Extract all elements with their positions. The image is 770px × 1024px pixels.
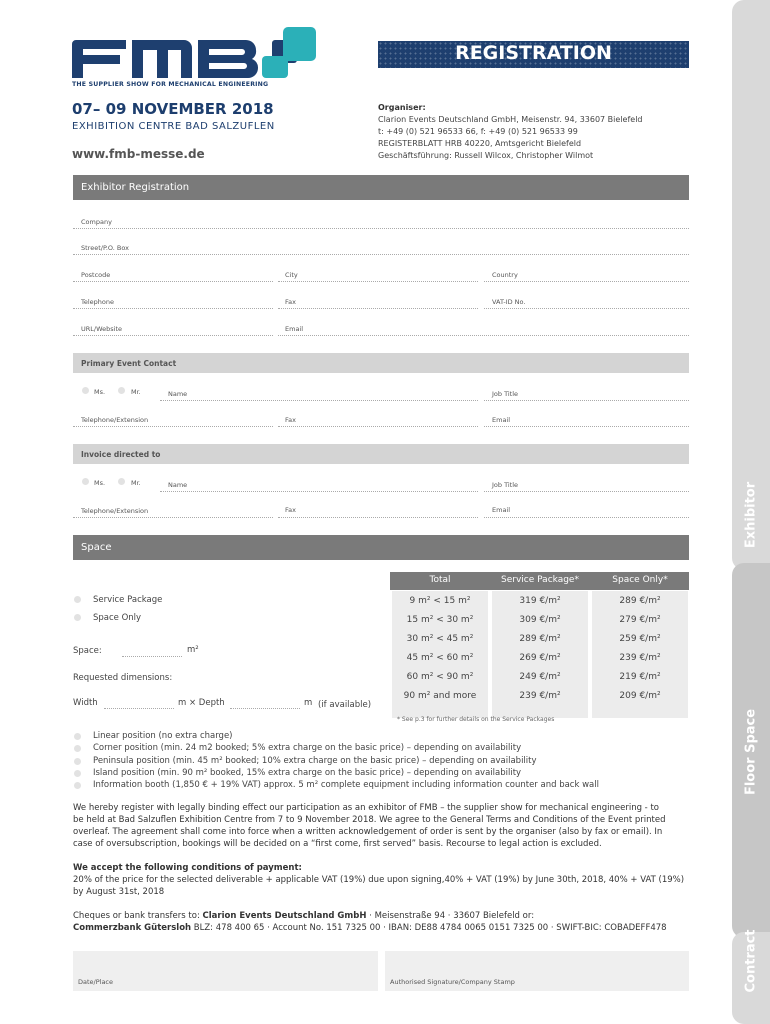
mr-label: Mr. — [131, 479, 141, 487]
table-cell: 239 €/m² — [619, 653, 661, 663]
declaration-line: be held at Bad Salzuflen Exhibition Centre from 7 to 9 November 2018. We agree to the General Terms and Conditions of the Event printed — [73, 815, 666, 825]
position-option: Information booth (1,850 € + 19% VAT) approx. 5 m² complete equipment including information counter and back wall — [93, 780, 599, 790]
postcode-label: Postcode — [81, 271, 111, 279]
table-cell: 219 €/m² — [619, 672, 661, 682]
declaration-line: case of oversubscription, bookings will be decided on a “first come, first served” basis. Recourse to legal action is excluded. — [73, 839, 602, 849]
organiser-heading: Organiser: — [378, 103, 426, 112]
position-option: Peninsula position (min. 45 m² booked; 10% extra charge on the basic price) – depending on availability — [93, 756, 537, 766]
table-cell: 249 €/m² — [519, 672, 561, 682]
position-radio[interactable] — [74, 758, 81, 765]
bank-address: · Meisenstraße 94 · 33607 Bielefeld or: — [366, 911, 535, 921]
email-label: Email — [492, 416, 511, 424]
requested-dimensions-label: Requested dimensions: — [73, 673, 173, 683]
table-cell: 90 m² and more — [403, 691, 477, 701]
table-cell: 60 m² < 90 m² — [406, 672, 474, 682]
mr-label: Mr. — [131, 388, 141, 396]
table-cell: 209 €/m² — [619, 691, 661, 701]
city-field[interactable] — [278, 281, 478, 282]
bank-name: Clarion Events Deutschland GmbH — [202, 911, 367, 921]
table-cell: 259 €/m² — [619, 634, 661, 644]
vat-label: VAT-ID No. — [492, 298, 526, 306]
service-package-label: Service Package — [93, 595, 163, 605]
organiser-line: Clarion Events Deutschland GmbH, Meisenstr. 94, 33607 Bielefeld — [378, 115, 643, 124]
position-radio[interactable] — [74, 733, 81, 740]
email-field[interactable] — [278, 335, 689, 336]
th-total: Total — [429, 575, 451, 585]
side-label-floor-space: Floor Space — [743, 708, 759, 796]
telephone-label: Telephone — [81, 298, 115, 306]
table-cell: 279 €/m² — [619, 615, 661, 625]
payment-line: by August 31st, 2018 — [73, 887, 165, 897]
section-exhibitor-registration: Exhibitor Registration — [73, 175, 689, 200]
mr-radio[interactable] — [118, 478, 125, 485]
space-only-radio[interactable] — [74, 614, 81, 621]
url-label: URL/Website — [81, 325, 122, 333]
table-cell: 45 m² < 60 m² — [406, 653, 474, 663]
country-field[interactable] — [484, 281, 689, 282]
ms-label: Ms. — [94, 479, 106, 487]
logo-square-teal-small — [262, 56, 288, 78]
name-field[interactable] — [160, 491, 478, 492]
fax-field[interactable] — [278, 308, 478, 309]
ms-radio[interactable] — [82, 387, 89, 394]
name-label: Name — [168, 481, 188, 489]
telephone-field[interactable] — [73, 308, 273, 309]
bank2-details: BLZ: 478 400 65 · Account No. 151 7325 00 · IBAN: DE88 4784 0065 0151 7325 00 · SWIFT-BIC: COBADEFF478 — [191, 923, 667, 933]
url-field[interactable] — [73, 335, 273, 336]
table-cell: 239 €/m² — [519, 691, 561, 701]
bank2-name: Commerzbank Gütersloh — [73, 923, 192, 933]
fax-label: Fax — [285, 416, 296, 424]
position-radio[interactable] — [74, 782, 81, 789]
organiser-line: Geschäftsführung: Russell Wilcox, Christopher Wilmot — [378, 151, 594, 160]
width-label: Width — [73, 698, 98, 708]
email-label: Email — [285, 325, 304, 333]
job-title-label: Job Title — [492, 481, 519, 489]
event-venue: EXHIBITION CENTRE BAD SALZUFLEN — [72, 121, 275, 132]
telephone-ext-field[interactable] — [73, 517, 273, 518]
company-label: Company — [81, 218, 112, 226]
fax-label: Fax — [285, 506, 296, 514]
section-invoice: Invoice directed to — [73, 444, 689, 464]
email-field[interactable] — [484, 426, 689, 427]
service-package-radio[interactable] — [74, 596, 81, 603]
ms-label: Ms. — [94, 388, 106, 396]
payment-line: 20% of the price for the selected deliverable + applicable VAT (19%) due upon signing,40% + VAT (19%) by June 30th, 2018, 40% + VAT (19%) — [73, 875, 685, 885]
mr-radio[interactable] — [118, 387, 125, 394]
table-cell: 309 €/m² — [519, 615, 561, 625]
date-place-field[interactable] — [73, 951, 378, 991]
table-cell: 319 €/m² — [519, 596, 561, 606]
vat-field[interactable] — [484, 308, 689, 309]
postcode-field[interactable] — [73, 281, 273, 282]
job-title-label: Job Title — [492, 390, 519, 398]
position-radio[interactable] — [74, 745, 81, 752]
table-cell: 289 €/m² — [519, 634, 561, 644]
website-link[interactable]: www.fmb-messe.de — [72, 147, 205, 161]
job-title-field[interactable] — [484, 400, 689, 401]
job-title-field[interactable] — [484, 491, 689, 492]
table-footnote: * See p.3 for further details on the Service Packages — [397, 716, 555, 723]
payment-heading: We accept the following conditions of payment: — [73, 863, 302, 873]
bank-prefix: Cheques or bank transfers to: — [73, 911, 203, 921]
th-space-only: Space Only* — [612, 575, 668, 585]
event-dates: 07– 09 NOVEMBER 2018 — [72, 100, 274, 118]
if-available-note: (if available) — [318, 700, 372, 710]
th-service-package: Service Package* — [501, 575, 579, 585]
table-cell: 15 m² < 30 m² — [406, 615, 474, 625]
fmb-logo — [72, 40, 264, 78]
telephone-ext-field[interactable] — [73, 426, 273, 427]
position-option: Island position (min. 90 m² booked, 15% extra charge on the basic price) – depending on availability — [93, 768, 522, 778]
position-radio[interactable] — [74, 770, 81, 777]
street-label: Street/P.O. Box — [81, 244, 129, 252]
section-space: Space — [73, 535, 689, 560]
space-unit: m² — [187, 645, 199, 655]
table-cell: 30 m² < 45 m² — [406, 634, 474, 644]
organiser-line: REGISTERBLATT HRB 40220, Amtsgericht Bielefeld — [378, 139, 582, 148]
depth-field[interactable] — [230, 708, 300, 709]
space-field[interactable] — [122, 656, 182, 657]
email-label: Email — [492, 506, 511, 514]
width-field[interactable] — [104, 708, 174, 709]
name-field[interactable] — [160, 400, 478, 401]
side-label-contract: Contract — [743, 929, 759, 993]
position-option: Corner position (min. 24 m2 booked; 5% extra charge on the basic price) – depending on availability — [93, 743, 522, 753]
section-primary-contact: Primary Event Contact — [73, 353, 689, 373]
telephone-ext-label: Telephone/Extension — [81, 416, 149, 424]
declaration-line: overleaf. The agreement shall come into force when a written acknowledgement of order is sent by the organiser (also by fax or email). In — [73, 827, 663, 837]
fax-field[interactable] — [278, 426, 478, 427]
organiser-line: t: +49 (0) 521 96533 66, f: +49 (0) 521 96533 99 — [378, 127, 578, 136]
bank-line-1 — [73, 910, 693, 923]
logo-tagline: THE SUPPLIER SHOW FOR MECHANICAL ENGINEERING — [72, 81, 269, 88]
registration-title: REGISTRATION — [455, 42, 612, 64]
city-label: City — [285, 271, 298, 279]
signature-label: Authorised Signature/Company Stamp — [390, 978, 515, 986]
telephone-ext-label: Telephone/Extension — [81, 507, 149, 515]
bank-line-2 — [73, 922, 693, 935]
email-field[interactable] — [484, 517, 689, 518]
name-label: Name — [168, 390, 188, 398]
fax-field[interactable] — [278, 517, 478, 518]
depth-label: m × Depth — [178, 698, 225, 708]
fax-label: Fax — [285, 298, 296, 306]
declaration-line: We hereby register with legally binding effect our participation as an exhibitor of FMB – the supplier show for mechanical engineering - to — [73, 803, 659, 813]
street-field[interactable] — [73, 254, 689, 255]
side-label-exhibitor: Exhibitor — [743, 481, 759, 549]
country-label: Country — [492, 271, 518, 279]
space-label: Space: — [73, 646, 102, 656]
table-cell: 9 m² < 15 m² — [409, 596, 471, 606]
ms-radio[interactable] — [82, 478, 89, 485]
position-option: Linear position (no extra charge) — [93, 731, 233, 741]
company-field[interactable] — [73, 228, 689, 229]
depth-unit: m — [304, 698, 313, 708]
table-cell: 289 €/m² — [619, 596, 661, 606]
table-cell: 269 €/m² — [519, 653, 561, 663]
logo-square-teal — [283, 27, 316, 61]
space-only-label: Space Only — [93, 613, 142, 623]
date-place-label: Date/Place — [78, 978, 114, 986]
